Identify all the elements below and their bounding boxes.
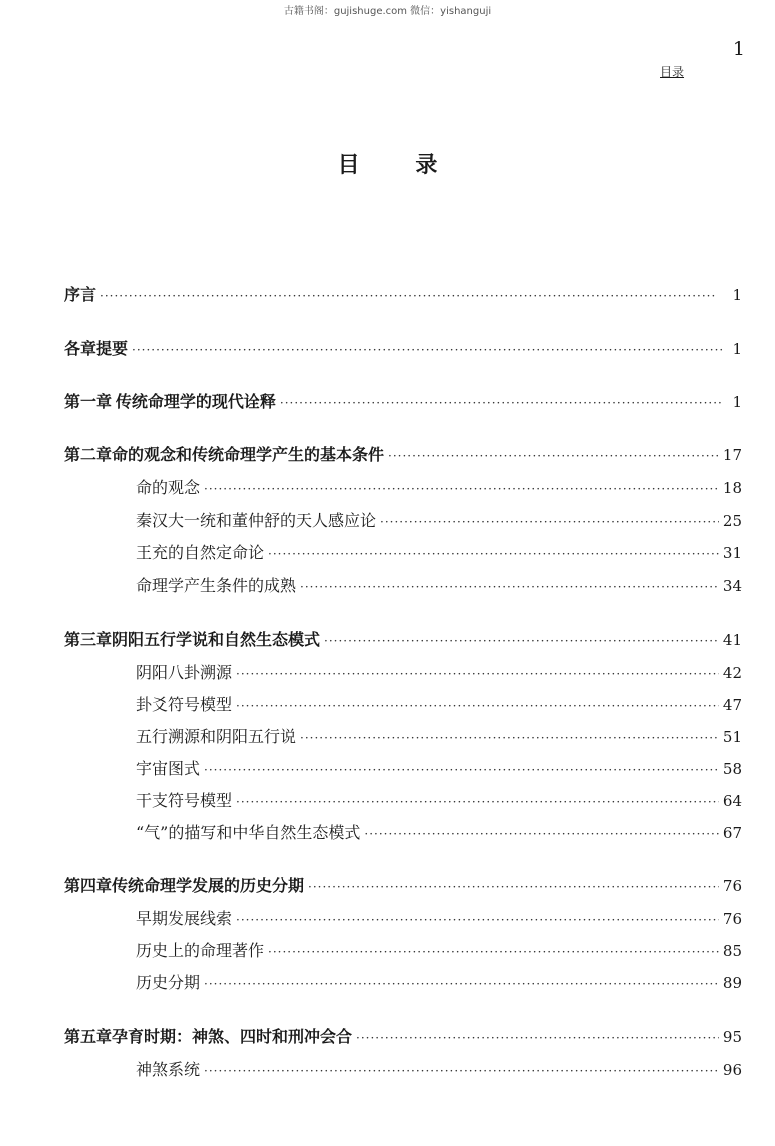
toc-page-number: 76 <box>722 910 742 928</box>
toc-entry-title: 卦爻符号模型 <box>136 695 233 714</box>
toc-leader-dots <box>364 824 719 844</box>
toc-entry-title: 宇宙图式 <box>136 759 201 778</box>
toc-entry-chapter-4[interactable] <box>64 876 742 897</box>
toc-entry-title: 秦汉大一统和董仲舒的天人感应论 <box>136 511 377 530</box>
toc-entry-section[interactable] <box>136 695 742 716</box>
toc-entry-summaries[interactable] <box>64 339 742 360</box>
toc-entry-section[interactable] <box>136 663 742 684</box>
toc-page-number: 1 <box>732 286 742 304</box>
toc-leader-dots <box>100 286 724 306</box>
toc-entry-title: 历史分期 <box>136 973 201 992</box>
toc-entry-section[interactable] <box>136 478 742 499</box>
toc-leader-dots <box>300 728 719 748</box>
toc-entry-title: 王充的自然定命论 <box>136 543 265 562</box>
toc-page-number: 58 <box>722 760 742 778</box>
toc-leader-dots <box>300 577 719 597</box>
toc-page-number: 25 <box>722 512 742 530</box>
toc-entry-title: 命的观念和传统命理学产生的基本条件 <box>112 445 385 464</box>
toc-entry-section[interactable] <box>136 543 742 564</box>
toc-entry-chapter-3[interactable] <box>64 630 742 651</box>
toc-entry-preface[interactable] <box>64 285 742 306</box>
toc-entry-title: “气”的描写和中华自然生态模式 <box>136 823 361 842</box>
toc-page-number: 51 <box>722 728 742 746</box>
watermark-text: 古籍书阁：gujishuge.com 微信：yishanguji <box>283 6 492 17</box>
toc-leader-dots <box>380 512 719 532</box>
toc-leader-dots <box>388 446 719 466</box>
toc-entry-title: 传统命理学的现代诠释 <box>115 392 276 411</box>
toc-entry-title: 各章提要 <box>64 339 129 358</box>
toc-page-number: 1 <box>732 340 742 358</box>
toc-entry-title: 阴阳五行学说和自然生态模式 <box>112 630 321 649</box>
toc-entry-title: 早期发展线索 <box>136 909 233 928</box>
toc-entry-section[interactable] <box>136 791 742 812</box>
toc-leader-dots <box>356 1028 719 1048</box>
toc-entry-title: 历史上的命理著作 <box>136 941 265 960</box>
toc-entry-title: 命的观念 <box>136 478 201 497</box>
toc-entry-title: 五行溯源和阴阳五行说 <box>136 727 297 746</box>
toc-leader-dots <box>236 696 719 716</box>
toc-page-number: 1 <box>732 393 742 411</box>
toc-page-number: 76 <box>722 877 742 895</box>
toc-entry-title: 孕育时期：神煞、四时和刑冲会合 <box>112 1027 353 1046</box>
toc-page-number: 31 <box>722 544 742 562</box>
toc-leader-dots <box>268 942 719 962</box>
toc-entry-section[interactable] <box>136 759 742 780</box>
toc-leader-dots <box>236 664 719 684</box>
toc-chapter-label: 第五章 <box>64 1027 113 1046</box>
toc-chapter-label: 第一章 <box>64 392 113 411</box>
running-head: 目录 <box>660 65 685 79</box>
toc-leader-dots <box>204 974 719 994</box>
toc-entry-section[interactable] <box>136 823 742 844</box>
toc-chapter-label: 第二章 <box>64 445 113 464</box>
toc-leader-dots <box>268 544 719 564</box>
toc-entry-title: 序言 <box>64 285 97 304</box>
toc-page-number: 67 <box>722 824 742 842</box>
toc-entry-title: 神煞系统 <box>136 1060 201 1079</box>
toc-leader-dots <box>204 479 719 499</box>
toc-leader-dots <box>204 1061 719 1081</box>
toc-page-number: 47 <box>722 696 742 714</box>
toc-entry-chapter-5[interactable] <box>64 1027 742 1048</box>
toc-leader-dots <box>308 877 719 897</box>
toc-entry-section[interactable] <box>136 941 742 962</box>
toc-chapter-label: 第三章 <box>64 630 113 649</box>
toc-chapter-label: 第四章 <box>64 876 113 895</box>
toc-entry-section[interactable] <box>136 576 742 597</box>
toc-entry-section[interactable] <box>136 909 742 930</box>
page-number: 1 <box>732 38 745 60</box>
toc-entry-title: 命理学产生条件的成熟 <box>136 576 297 595</box>
toc-leader-dots <box>204 760 719 780</box>
toc-page-number: 41 <box>722 631 742 649</box>
toc-page-number: 34 <box>722 577 742 595</box>
toc-page-number: 85 <box>722 942 742 960</box>
title-char-1: 目 <box>337 152 360 178</box>
toc-page-number: 42 <box>722 664 742 682</box>
toc-page-number: 95 <box>722 1028 742 1046</box>
toc-entry-section[interactable] <box>136 1060 742 1081</box>
toc-leader-dots <box>236 792 719 812</box>
toc-page-number: 17 <box>722 446 742 464</box>
toc-entry-title: 传统命理学发展的历史分期 <box>112 876 305 895</box>
toc-page-number: 89 <box>722 974 742 992</box>
toc-page-number: 96 <box>722 1061 742 1079</box>
toc-leader-dots <box>280 393 724 413</box>
toc-entry-section[interactable] <box>136 511 742 532</box>
toc-leader-dots <box>236 910 719 930</box>
toc-entry-section[interactable] <box>136 727 742 748</box>
title-char-2: 录 <box>415 152 438 178</box>
toc-entry-title: 干支符号模型 <box>136 791 233 810</box>
toc-entry-section[interactable] <box>136 973 742 994</box>
toc-entry-chapter-1[interactable] <box>64 392 742 413</box>
toc-leader-dots <box>132 340 724 360</box>
toc-leader-dots <box>324 631 719 651</box>
toc-page-number: 64 <box>722 792 742 810</box>
toc-entry-title: 阴阳八卦溯源 <box>136 663 233 682</box>
toc-page-number: 18 <box>722 479 742 497</box>
toc-entry-chapter-2[interactable] <box>64 445 742 466</box>
